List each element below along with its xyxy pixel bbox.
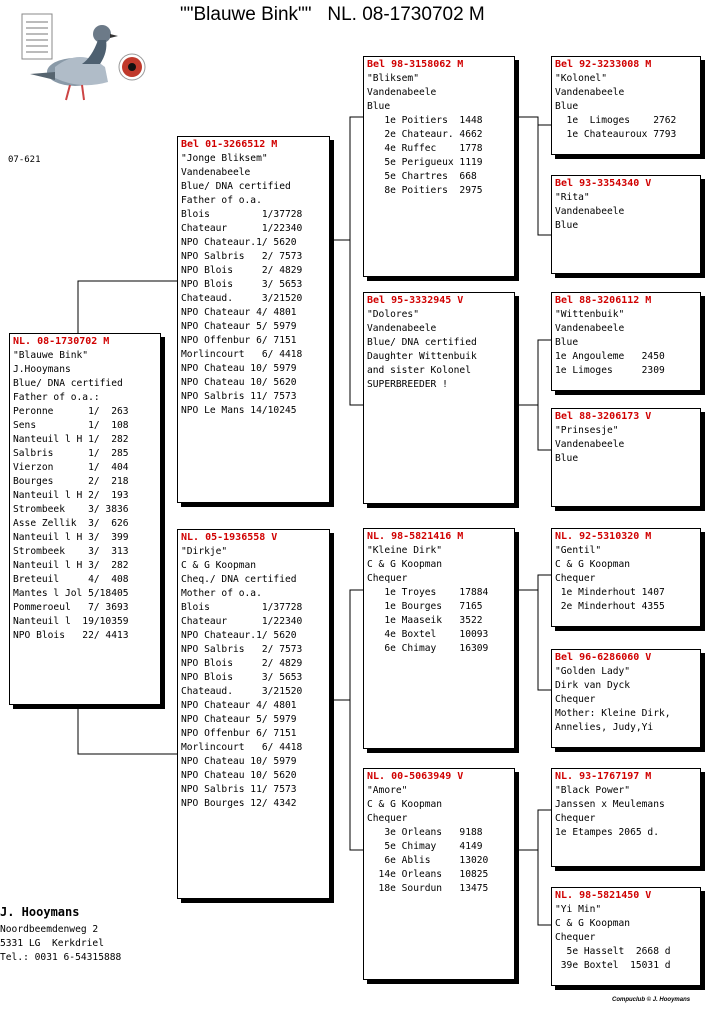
pedigree-line: "Amore" [367,785,408,796]
pedigree-line: "Kolonel" [555,73,607,84]
pedigree-line: C & G Koopman [367,799,443,810]
pedigree-line: SUPERBREEDER ! [367,379,448,390]
pedigree-line: NPO Chateaur 4/ 4801 [181,700,297,711]
pedigree-line: 39e Boxtel 15031 d [555,960,671,971]
pedigree-line: Morlincourt 6/ 4418 [181,349,303,360]
footer-credit: Compuclub © J. Hooymans [612,997,691,1003]
pedigree-line: 1e Limoges 2309 [555,365,665,376]
pedigree-line: NPO Blois 2/ 4829 [181,658,303,669]
pedigree-line: 3e Orleans 9188 [367,827,483,838]
pedigree-line: Sens 1/ 108 [13,420,129,431]
pedigree-line: "Wittenbuik" [555,309,625,320]
pedigree-line: "Blauwe Bink" [13,350,89,361]
owner-address-line: Noordbeemdenweg 2 [0,924,99,935]
pedigree-line: Chateaud. 3/21520 [181,293,303,304]
dam-dam-sire-card[interactable] [551,768,701,867]
pedigree-line: Daughter Wittenbuik [367,351,477,362]
pedigree-line: NPO Salbris 11/ 7573 [181,391,297,402]
ring-number: NL. 00-5063949 V [367,771,464,782]
pedigree-line: NPO Bourges 12/ 4342 [181,798,297,809]
dam-sire-sire-card[interactable] [551,528,701,627]
pedigree-line: NPO Chateaur.1/ 5620 [181,630,297,641]
sire-sire-card[interactable] [363,56,515,277]
pedigree-line: Salbris 1/ 285 [13,448,129,459]
pedigree-line: "Kleine Dirk" [367,545,443,556]
ring-number: Bel 95-3332945 V [367,295,464,306]
ring-number: NL. 92-5310320 M [555,531,652,542]
pedigree-line: C & G Koopman [367,559,443,570]
dam-card[interactable] [177,529,330,899]
pedigree-line: Peronne 1/ 263 [13,406,129,417]
pedigree-line: NPO Blois 3/ 5653 [181,279,303,290]
ring-number: Bel 88-3206173 V [555,411,652,422]
pedigree-line: Asse Zellik 3/ 626 [13,518,129,529]
ring-number: NL. 05-1936558 V [181,532,278,543]
pedigree-line: Mantes l Jol 5/18405 [13,588,129,599]
sire-dam-dam-card[interactable] [551,408,701,507]
pedigree-line: "Rita" [555,192,590,203]
sire-dam-sire-card[interactable] [551,292,701,391]
pedigree-line: Vandenabeele [367,323,437,334]
pedigree-line: 5e Chimay 4149 [367,841,483,852]
pedigree-line: Chequer [367,813,408,824]
pedigree-line: Vandenabeele [555,439,625,450]
owner-phone: Tel.: 0031 6-54315888 [0,952,122,963]
dam-dam-dam-card[interactable] [551,887,701,986]
pedigree-line: 1e Troyes 17884 [367,587,489,598]
pedigree-line: "Bliksem" [367,73,419,84]
pedigree-line: NPO Chateau 10/ 5620 [181,377,297,388]
pedigree-line: Chateaud. 3/21520 [181,686,303,697]
pedigree-line: Blue/ DNA certified [13,378,123,389]
ring-number: NL. 08-1730702 M [13,336,110,347]
pedigree-line: and sister Kolonel [367,365,471,376]
pedigree-line: Nanteuil l H 2/ 193 [13,490,129,501]
pedigree-line: 1e Maaseik 3522 [367,615,483,626]
pedigree-line: NPO Salbris 2/ 7573 [181,644,303,655]
pedigree-line: Mother of o.a. [181,588,262,599]
sire-card[interactable] [177,136,330,503]
pedigree-line: C & G Koopman [181,560,257,571]
sire-dam-card[interactable] [363,292,515,504]
pedigree-line: 1e Bourges 7165 [367,601,483,612]
pedigree-line: 1e Etampes 2065 d. [555,827,659,838]
pedigree-line: 1e Poitiers 1448 [367,115,483,126]
pedigree-line: Vierzon 1/ 404 [13,462,129,473]
pedigree-line: "Prinsesje" [555,425,619,436]
pedigree-line: Blue [555,453,579,464]
pedigree-line: Chateaur 1/22340 [181,616,303,627]
pedigree-line: NPO Chateaur.1/ 5620 [181,237,297,248]
pedigree-line: NPO Chateaur 5/ 5979 [181,321,297,332]
pedigree-line: Blue [555,101,579,112]
pedigree-line: Blue/ DNA certified [367,337,477,348]
pedigree-line: Pommeroeul 7/ 3693 [13,602,129,613]
pedigree-line: Morlincourt 6/ 4418 [181,742,303,753]
pedigree-line: NPO Blois 2/ 4829 [181,265,303,276]
dam-sire-card[interactable] [363,528,515,749]
pedigree-line: "Dolores" [367,309,419,320]
ring-number: Bel 92-3233008 M [555,59,652,70]
pedigree-line: J.Hooymans [13,364,71,375]
pedigree-line: Chequer [555,694,596,705]
ring-number: Bel 96-6286060 V [555,652,652,663]
pedigree-line: NPO Chateau 10/ 5979 [181,363,297,374]
pedigree-line: Chequer [555,573,596,584]
pedigree-line: 5e Hasselt 2668 d [555,946,671,957]
pedigree-line: "Yi Min" [555,904,602,915]
pedigree-line: Vandenabeele [367,87,437,98]
pedigree-line: NPO Le Mans 14/10245 [181,405,297,416]
pedigree-line: Blois 1/37728 [181,209,303,220]
pedigree-line: C & G Koopman [555,918,631,929]
ring-number: NL. 93-1767197 M [555,771,652,782]
pedigree-line: 14e Orleans 10825 [367,869,489,880]
pedigree-line: Nanteuil l H 1/ 282 [13,434,129,445]
pedigree-line: 2e Chateaur. 4662 [367,129,483,140]
pedigree-line: 4e Ruffec 1778 [367,143,483,154]
pedigree-line: NPO Chateau 10/ 5620 [181,770,297,781]
pedigree-line: NPO Blois 3/ 5653 [181,672,303,683]
pedigree-line: Chateaur 1/22340 [181,223,303,234]
owner-block [0,905,121,965]
pedigree-line: Mother: Kleine Dirk, [555,708,671,719]
pedigree-line: 6e Ablis 13020 [367,855,489,866]
pedigree-line: Chequer [555,813,596,824]
pedigree-line: "Dirkje" [181,546,228,557]
pedigree-line: "Gentil" [555,545,602,556]
pedigree-line: NPO Salbris 2/ 7573 [181,251,303,262]
pedigree-line: Blue [555,220,579,231]
pedigree-line: "Golden Lady" [555,666,631,677]
pedigree-line: Vandenabeele [555,87,625,98]
pedigree-line: Strombeek 3/ 3836 [13,504,129,515]
pedigree-line: Janssen x Meulemans [555,799,665,810]
pedigree-line: Vandenabeele [181,167,251,178]
pedigree-line: Annelies, Judy,Yi [555,722,654,733]
pedigree-line: Breteuil 4/ 408 [13,574,129,585]
ring-number: Bel 98-3158062 M [367,59,464,70]
pedigree-line: NPO Chateaur 4/ 4801 [181,307,297,318]
pedigree-line: Blue [555,337,579,348]
pedigree-line: 2e Minderhout 4355 [555,601,665,612]
ring-number: NL. 98-5821450 V [555,890,652,901]
dam-sire-dam-card[interactable] [551,649,701,748]
subject-card[interactable] [9,333,161,705]
pedigree-line: Blue [367,101,391,112]
reference-code: 07-621 [8,155,41,165]
pedigree-line: Chequer [367,573,408,584]
pedigree-line: NPO Chateau 10/ 5979 [181,756,297,767]
pedigree-line: NPO Chateaur 5/ 5979 [181,714,297,725]
pedigree-line: "Jonge Bliksem" [181,153,268,164]
sire-sire-dam-card[interactable] [551,175,701,274]
pedigree-line: Blue/ DNA certified [181,181,291,192]
pedigree-line: 5e Chartres 668 [367,171,477,182]
pedigree-line: 1e Limoges 2762 [555,115,677,126]
pedigree-line: Bourges 2/ 218 [13,476,129,487]
ring-number: Bel 88-3206112 M [555,295,652,306]
pedigree-line: Nanteuil l H 3/ 282 [13,560,129,571]
pedigree-line: Vandenabeele [555,206,625,217]
pedigree-line: Blois 1/37728 [181,602,303,613]
ring-number: Bel 93-3354340 V [555,178,652,189]
pedigree-line: Cheq./ DNA certified [181,574,297,585]
pedigree-line: NPO Blois 22/ 4413 [13,630,129,641]
pedigree-line: NPO Salbris 11/ 7573 [181,784,297,795]
owner-name: J. Hooymans [0,905,80,919]
pedigree-line: NPO Offenbur 6/ 7151 [181,728,297,739]
ring-number: Bel 01-3266512 M [181,139,278,150]
pedigree-line: 1e Chateauroux 7793 [555,129,677,140]
dam-dam-card[interactable] [363,768,515,980]
pedigree-line: NPO Offenbur 6/ 7151 [181,335,297,346]
pedigree-line: "Black Power" [555,785,631,796]
pedigree-line: 1e Angouleme 2450 [555,351,665,362]
pedigree-line: 4e Boxtel 10093 [367,629,489,640]
pedigree-line: 18e Sourdun 13475 [367,883,489,894]
pedigree-line: Chequer [555,932,596,943]
pedigree-line: Vandenabeele [555,323,625,334]
pedigree-line: 5e Perigueux 1119 [367,157,483,168]
pedigree-line: Father of o.a. [181,195,262,206]
pedigree-line: 6e Chimay 16309 [367,643,489,654]
pedigree-line: Nanteuil l H 3/ 399 [13,532,129,543]
sire-sire-sire-card[interactable] [551,56,701,155]
page-title: ""Blauwe Bink"" NL. 08-1730702 M [180,4,485,25]
pedigree-line: Dirk van Dyck [555,680,631,691]
pedigree-line: Strombeek 3/ 313 [13,546,129,557]
pedigree-line: C & G Koopman [555,559,631,570]
owner-address-line: 5331 LG Kerkdriel [0,938,104,949]
pedigree-line: 8e Poitiers 2975 [367,185,483,196]
pedigree-line: Father of o.a.: [13,392,100,403]
ring-number: NL. 98-5821416 M [367,531,464,542]
pedigree-line: 1e Minderhout 1407 [555,587,665,598]
pedigree-line: Nanteuil l 19/10359 [13,616,129,627]
